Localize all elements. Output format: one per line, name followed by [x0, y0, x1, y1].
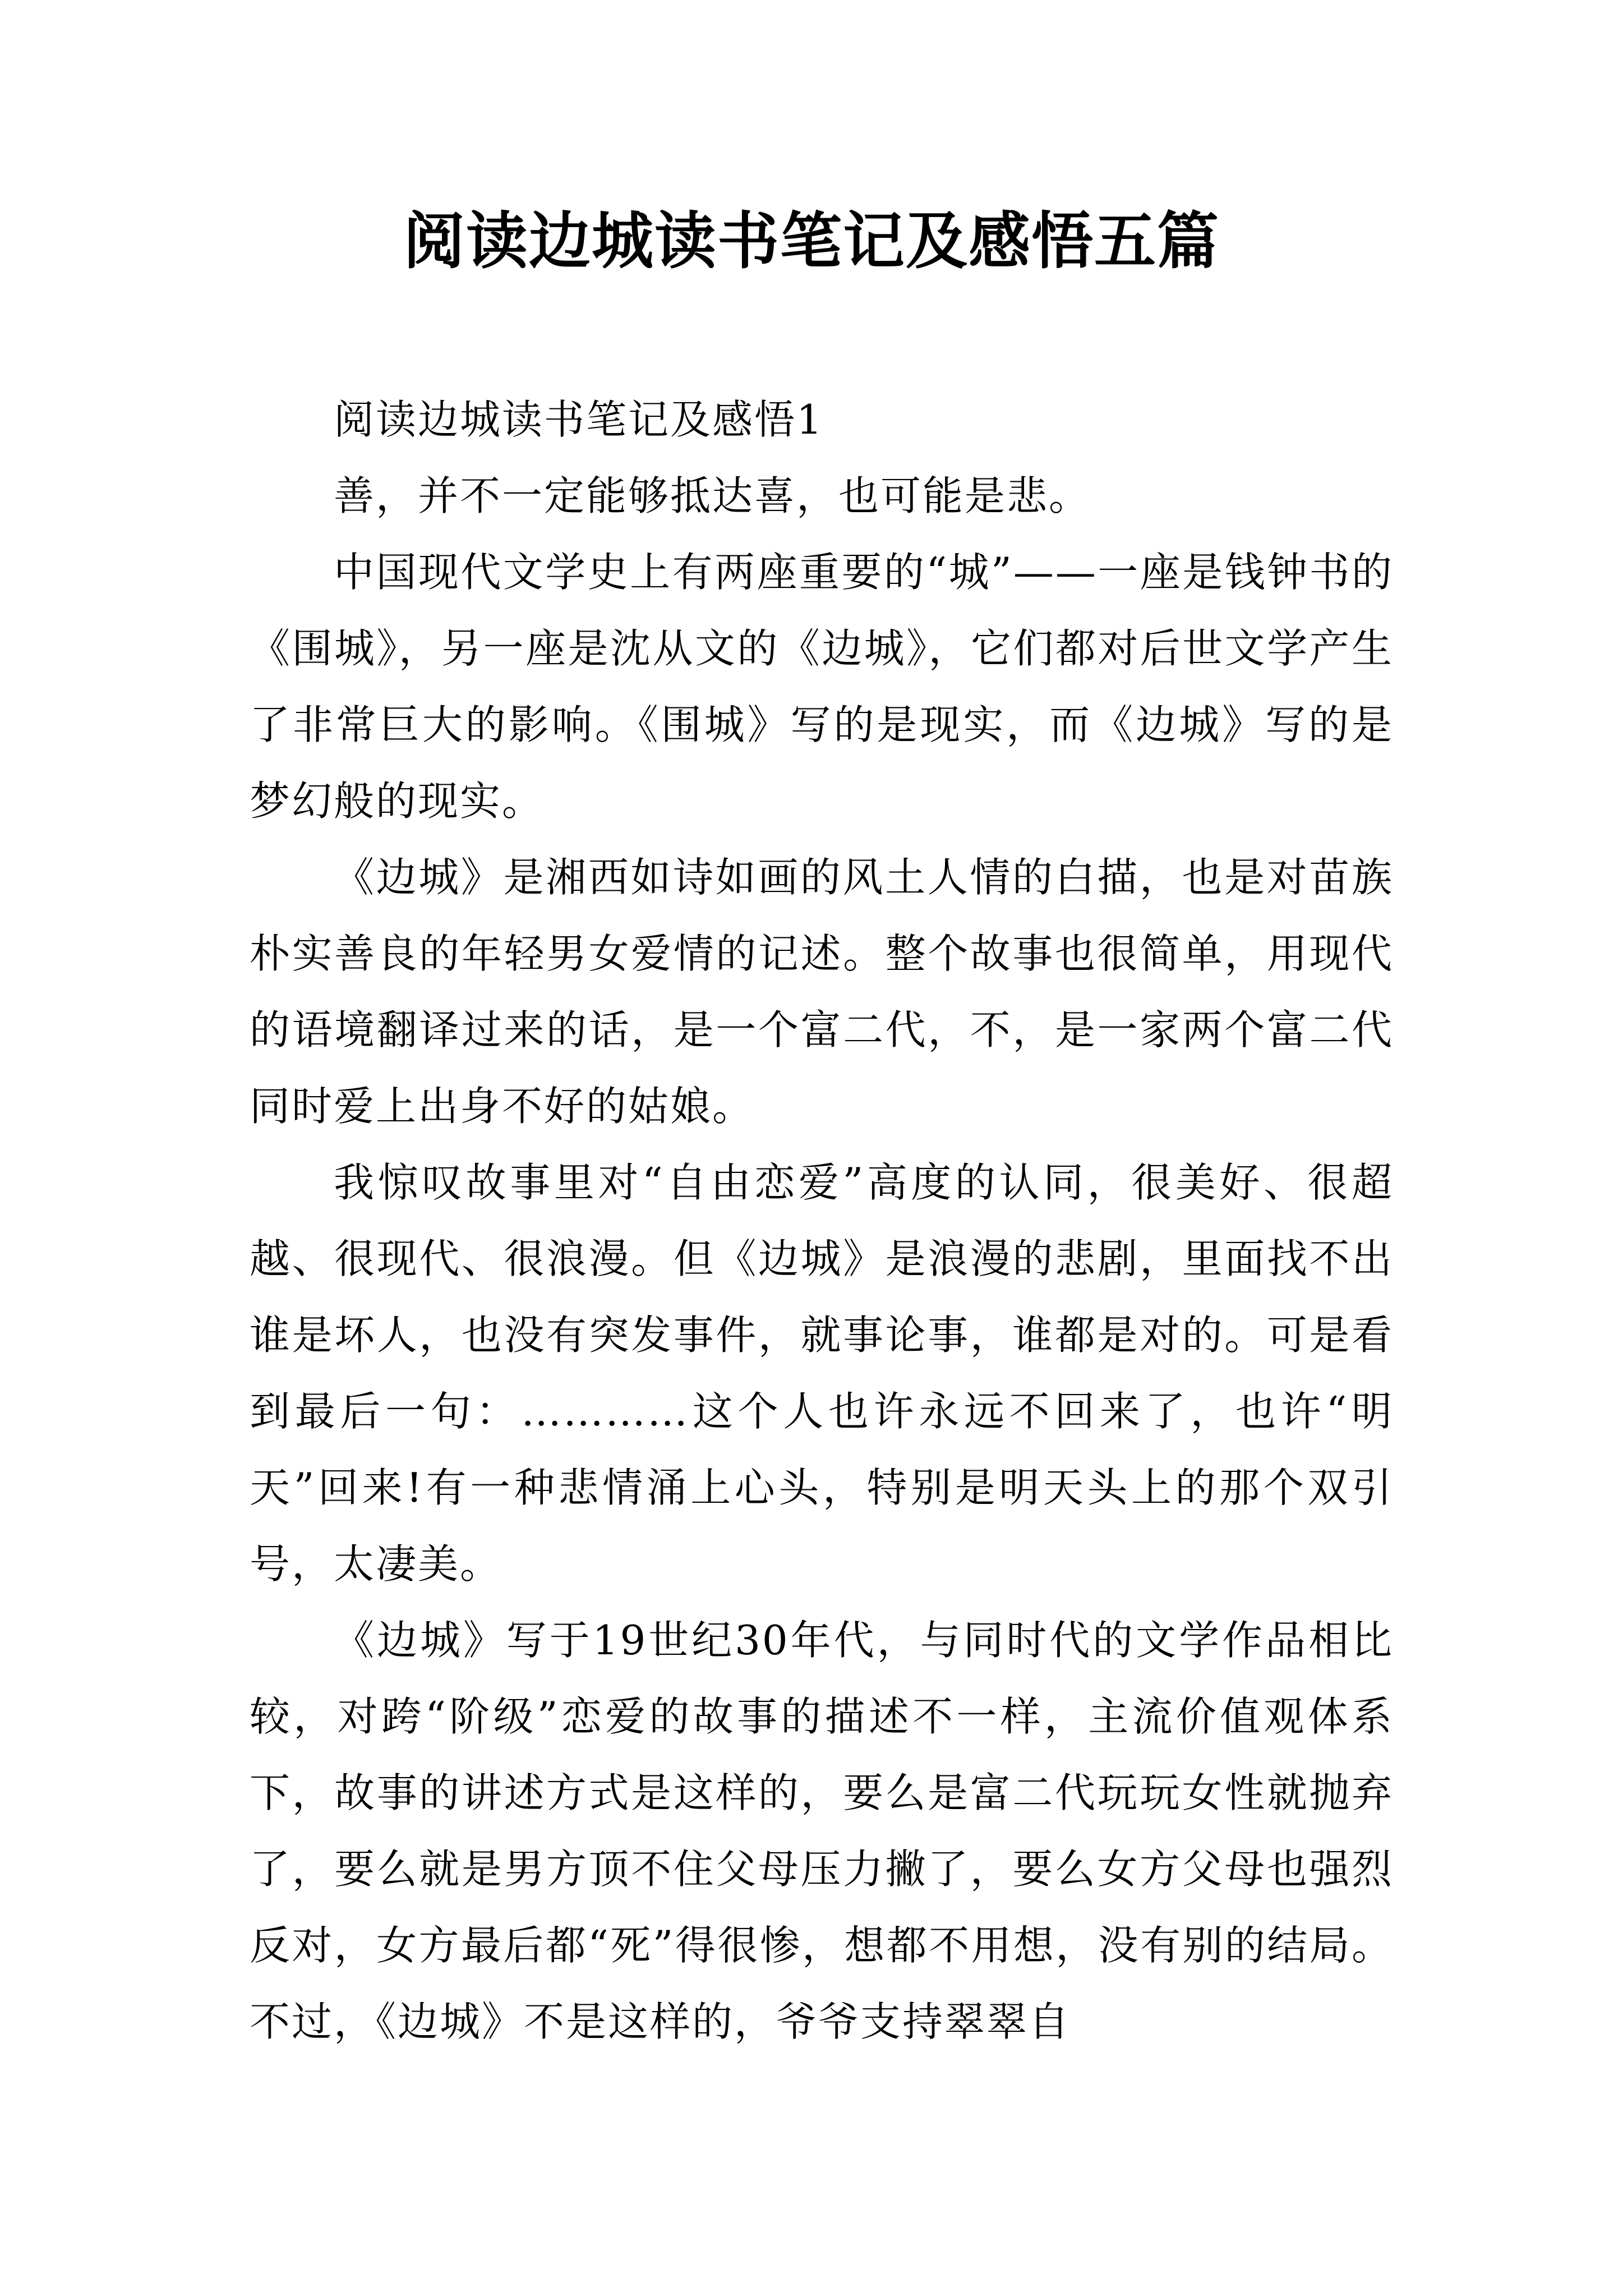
- document-body: [250, 381, 1394, 2060]
- body-paragraph: 《边城》写于19世纪30年代，与同时代的文学作品相比较，对跨“阶级”恋爱的故事的描述不一样，主流价值观体系下，故事的讲述方式是这样的，要么是富二代玩玩女性就抛弃了，要么就是男方顶不住父母压力撇了，要么女方父母也强烈反对，女方最后都“死”得很惨，想都不用想，没有别的结局。不过，《边城》不是这样的，爷爷支持翠翠自: [250, 1617, 1394, 2045]
- section-heading: 阅读边城读书笔记及感悟1: [334, 396, 824, 443]
- body-paragraph: 《边城》是湘西如诗如画的风土人情的白描，也是对苗族朴实善良的年轻男女爱情的记述。整个故事也很简单，用现代的语境翻译过来的话，是一个富二代，不，是一家两个富二代同时爱上出身不好的姑娘。: [250, 854, 1394, 1130]
- body-paragraph: 善，并不一定能够抵达喜，也可能是悲。: [334, 472, 1091, 519]
- document-title: 阅读边城读书笔记及感悟五篇: [403, 205, 1220, 277]
- body-paragraph: 中国现代文学史上有两座重要的“城”——一座是钱钟书的《围城》，另一座是沈从文的《边城》，它们都对后世文学产生了非常巨大的影响。《围城》写的是现实，而《边城》写的是梦幻般的现实。: [250, 549, 1394, 825]
- body-paragraph: 我惊叹故事里对“自由恋爱”高度的认同，很美好、很超越、很现代、很浪漫。但《边城》是浪漫的悲剧，里面找不出谁是坏人，也没有突发事件，就事论事，谁都是对的。可是看到最后一句：…………这个人也许永远不回来了，也许“明天”回来!有一种悲情涌上心头，特别是明天头上的那个双引号，太凄美。: [250, 1159, 1394, 1588]
